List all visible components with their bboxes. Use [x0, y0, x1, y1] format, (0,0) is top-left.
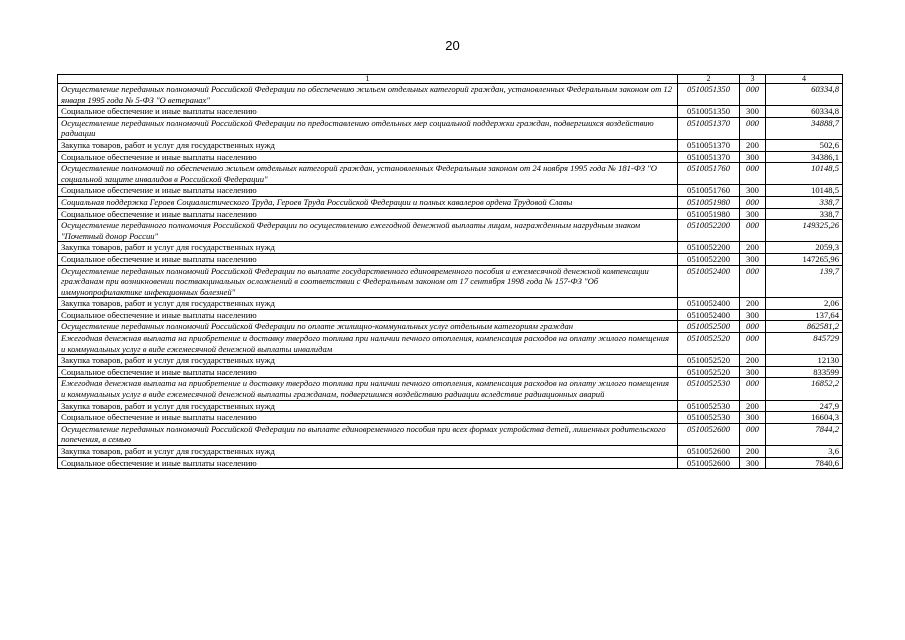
name-cell: Социальная поддержка Героев Социалистического Труда, Героев Труда Российской Федерации и полных кавалеров ордена Трудовой Славы — [58, 196, 678, 208]
code-cell: 0510052500 — [678, 321, 740, 333]
table-row — [58, 355, 843, 367]
amount-cell: 147265,96 — [766, 253, 843, 265]
table-row — [58, 139, 843, 151]
name-cell: Социальное обеспечение и иные выплаты населению — [58, 106, 678, 118]
type-cell: 000 — [740, 117, 766, 139]
amount-cell: 139,7 — [766, 265, 843, 298]
name-cell: Социальное обеспечение и иные выплаты населению — [58, 309, 678, 321]
header-cell-code: 2 — [678, 75, 740, 84]
name-cell: Закупка товаров, работ и услуг для государственных нужд — [58, 355, 678, 367]
code-cell: 0510052520 — [678, 355, 740, 367]
amount-cell: 2059,3 — [766, 242, 843, 254]
type-cell: 000 — [740, 333, 766, 355]
code-cell: 0510052200 — [678, 253, 740, 265]
name-cell: Социальное обеспечение и иные выплаты населению — [58, 366, 678, 378]
code-cell: 0510052400 — [678, 298, 740, 310]
code-cell: 0510052200 — [678, 220, 740, 242]
amount-cell: 833599 — [766, 366, 843, 378]
type-cell: 300 — [740, 457, 766, 469]
type-cell: 200 — [740, 298, 766, 310]
table-body — [58, 75, 843, 469]
type-cell: 000 — [740, 378, 766, 400]
name-cell: Социальное обеспечение и иные выплаты населению — [58, 151, 678, 163]
name-cell: Осуществление переданных полномочий Российской Федерации по оплате жилищно-коммунальных услуг отдельным категориям граждан — [58, 321, 678, 333]
name-cell: Закупка товаров, работ и услуг для государственных нужд — [58, 242, 678, 254]
budget-table — [57, 74, 843, 469]
table-row — [58, 412, 843, 424]
amount-cell: 34888,7 — [766, 117, 843, 139]
amount-cell: 7840,6 — [766, 457, 843, 469]
type-cell: 000 — [740, 265, 766, 298]
amount-cell: 862581,2 — [766, 321, 843, 333]
type-cell: 300 — [740, 208, 766, 220]
code-cell: 0510051370 — [678, 151, 740, 163]
amount-cell: 16604,3 — [766, 412, 843, 424]
name-cell: Осуществление переданных полномочий Российской Федерации по выплате государственного единовременного пособия и ежемесячной денежной компенсации гражданам при возникновении поствакцинальных осложнений в соответствии с Федеральным законом от 17 сентября 1998 года № 157-ФЗ "Об иммунопрофилактике инфекционных болезней" — [58, 265, 678, 298]
type-cell: 000 — [740, 321, 766, 333]
table-row — [58, 151, 843, 163]
type-cell: 000 — [740, 84, 766, 106]
name-cell: Осуществление переданных полномочий Российской Федерации по предоставлению отдельных мер социальной поддержки граждан, подвергшихся воздействию радиации — [58, 117, 678, 139]
code-cell: 0510052400 — [678, 309, 740, 321]
amount-cell: 12130 — [766, 355, 843, 367]
name-cell: Социальное обеспечение и иные выплаты населению — [58, 185, 678, 197]
table-header-row — [58, 75, 843, 84]
table-row — [58, 242, 843, 254]
type-cell: 200 — [740, 242, 766, 254]
code-cell: 0510052530 — [678, 400, 740, 412]
table-row — [58, 423, 843, 445]
amount-cell: 10148,5 — [766, 163, 843, 185]
table-row — [58, 446, 843, 458]
code-cell: 0510051980 — [678, 208, 740, 220]
table-row — [58, 117, 843, 139]
table-row — [58, 265, 843, 298]
code-cell: 0510051350 — [678, 106, 740, 118]
type-cell: 300 — [740, 366, 766, 378]
code-cell: 0510051760 — [678, 185, 740, 197]
table-row — [58, 309, 843, 321]
table-row — [58, 196, 843, 208]
code-cell: 0510052530 — [678, 378, 740, 400]
amount-cell: 3,6 — [766, 446, 843, 458]
code-cell: 0510052600 — [678, 446, 740, 458]
table-row — [58, 253, 843, 265]
amount-cell: 60334,8 — [766, 84, 843, 106]
type-cell: 200 — [740, 400, 766, 412]
code-cell: 0510052530 — [678, 412, 740, 424]
amount-cell: 34386,1 — [766, 151, 843, 163]
name-cell: Закупка товаров, работ и услуг для государственных нужд — [58, 139, 678, 151]
type-cell: 000 — [740, 220, 766, 242]
type-cell: 000 — [740, 163, 766, 185]
page-number: 20 — [445, 38, 460, 53]
table-row — [58, 378, 843, 400]
header-cell-name: 1 — [58, 75, 678, 84]
type-cell: 000 — [740, 196, 766, 208]
amount-cell: 338,7 — [766, 208, 843, 220]
amount-cell: 502,6 — [766, 139, 843, 151]
code-cell: 0510052600 — [678, 457, 740, 469]
amount-cell: 845729 — [766, 333, 843, 355]
name-cell: Осуществление переданных полномочий Российской Федерации по выплате единовременного пособия при всех формах устройства детей, лишенных родительского попечения, в семью — [58, 423, 678, 445]
name-cell: Ежегодная денежная выплата на приобретение и доставку твердого топлива при наличии печного отопления, компенсация расходов на оплату жилого помещения и коммунальных услуг в виде ежемесячной денежной выплаты инвалидам — [58, 333, 678, 355]
table-row — [58, 208, 843, 220]
code-cell: 0510051980 — [678, 196, 740, 208]
code-cell: 0510052600 — [678, 423, 740, 445]
name-cell: Закупка товаров, работ и услуг для государственных нужд — [58, 400, 678, 412]
type-cell: 200 — [740, 446, 766, 458]
type-cell: 300 — [740, 309, 766, 321]
table-row — [58, 298, 843, 310]
code-cell: 0510052200 — [678, 242, 740, 254]
name-cell: Социальное обеспечение и иные выплаты населению — [58, 208, 678, 220]
table-row — [58, 366, 843, 378]
name-cell: Социальное обеспечение и иные выплаты населению — [58, 253, 678, 265]
table-row — [58, 84, 843, 106]
amount-cell: 16852,2 — [766, 378, 843, 400]
table-row — [58, 220, 843, 242]
type-cell: 300 — [740, 412, 766, 424]
type-cell: 000 — [740, 423, 766, 445]
name-cell: Социальное обеспечение и иные выплаты населению — [58, 457, 678, 469]
name-cell: Закупка товаров, работ и услуг для государственных нужд — [58, 298, 678, 310]
table-row — [58, 333, 843, 355]
code-cell: 0510052520 — [678, 333, 740, 355]
name-cell: Закупка товаров, работ и услуг для государственных нужд — [58, 446, 678, 458]
type-cell: 300 — [740, 151, 766, 163]
type-cell: 300 — [740, 106, 766, 118]
name-cell: Осуществление переданного полномочия Российской Федерации по осуществлению ежегодной денежной выплаты лицам, награжденным нагрудным знаком "Почетный донор России" — [58, 220, 678, 242]
code-cell: 0510051350 — [678, 84, 740, 106]
code-cell: 0510051760 — [678, 163, 740, 185]
header-cell-type: 3 — [740, 75, 766, 84]
type-cell: 300 — [740, 185, 766, 197]
amount-cell: 2,06 — [766, 298, 843, 310]
amount-cell: 60334,8 — [766, 106, 843, 118]
header-cell-amount: 4 — [766, 75, 843, 84]
table-row — [58, 457, 843, 469]
table-row — [58, 321, 843, 333]
type-cell: 300 — [740, 253, 766, 265]
code-cell: 0510051370 — [678, 117, 740, 139]
amount-cell: 338,7 — [766, 196, 843, 208]
type-cell: 200 — [740, 355, 766, 367]
name-cell: Осуществление полномочий по обеспечению жильем отдельных категорий граждан, установленных Федеральным законом от 24 ноября 1995 года № 181-ФЗ "О социальной защите инвалидов в Российской Федерации" — [58, 163, 678, 185]
amount-cell: 247,9 — [766, 400, 843, 412]
code-cell: 0510052520 — [678, 366, 740, 378]
table-row — [58, 400, 843, 412]
name-cell: Социальное обеспечение и иные выплаты населению — [58, 412, 678, 424]
code-cell: 0510051370 — [678, 139, 740, 151]
code-cell: 0510052400 — [678, 265, 740, 298]
amount-cell: 149325,26 — [766, 220, 843, 242]
table-row — [58, 185, 843, 197]
name-cell: Осуществление переданных полномочий Российской Федерации по обеспечению жильем отдельных категорий граждан, установленных Федеральным законом от 12 января 1995 года № 5-ФЗ "О ветеранах" — [58, 84, 678, 106]
type-cell: 200 — [740, 139, 766, 151]
table-row — [58, 163, 843, 185]
name-cell: Ежегодная денежная выплата на приобретение и доставку твердого топлива при наличии печного отопления, компенсация расходов на оплату жилого помещения и коммунальных услуг в виде ежемесячной денежной выплаты гражданам, подвергшимся воздействию радиации вследствие радиационных аварий — [58, 378, 678, 400]
amount-cell: 137,64 — [766, 309, 843, 321]
amount-cell: 10148,5 — [766, 185, 843, 197]
amount-cell: 7844,2 — [766, 423, 843, 445]
table-row — [58, 106, 843, 118]
